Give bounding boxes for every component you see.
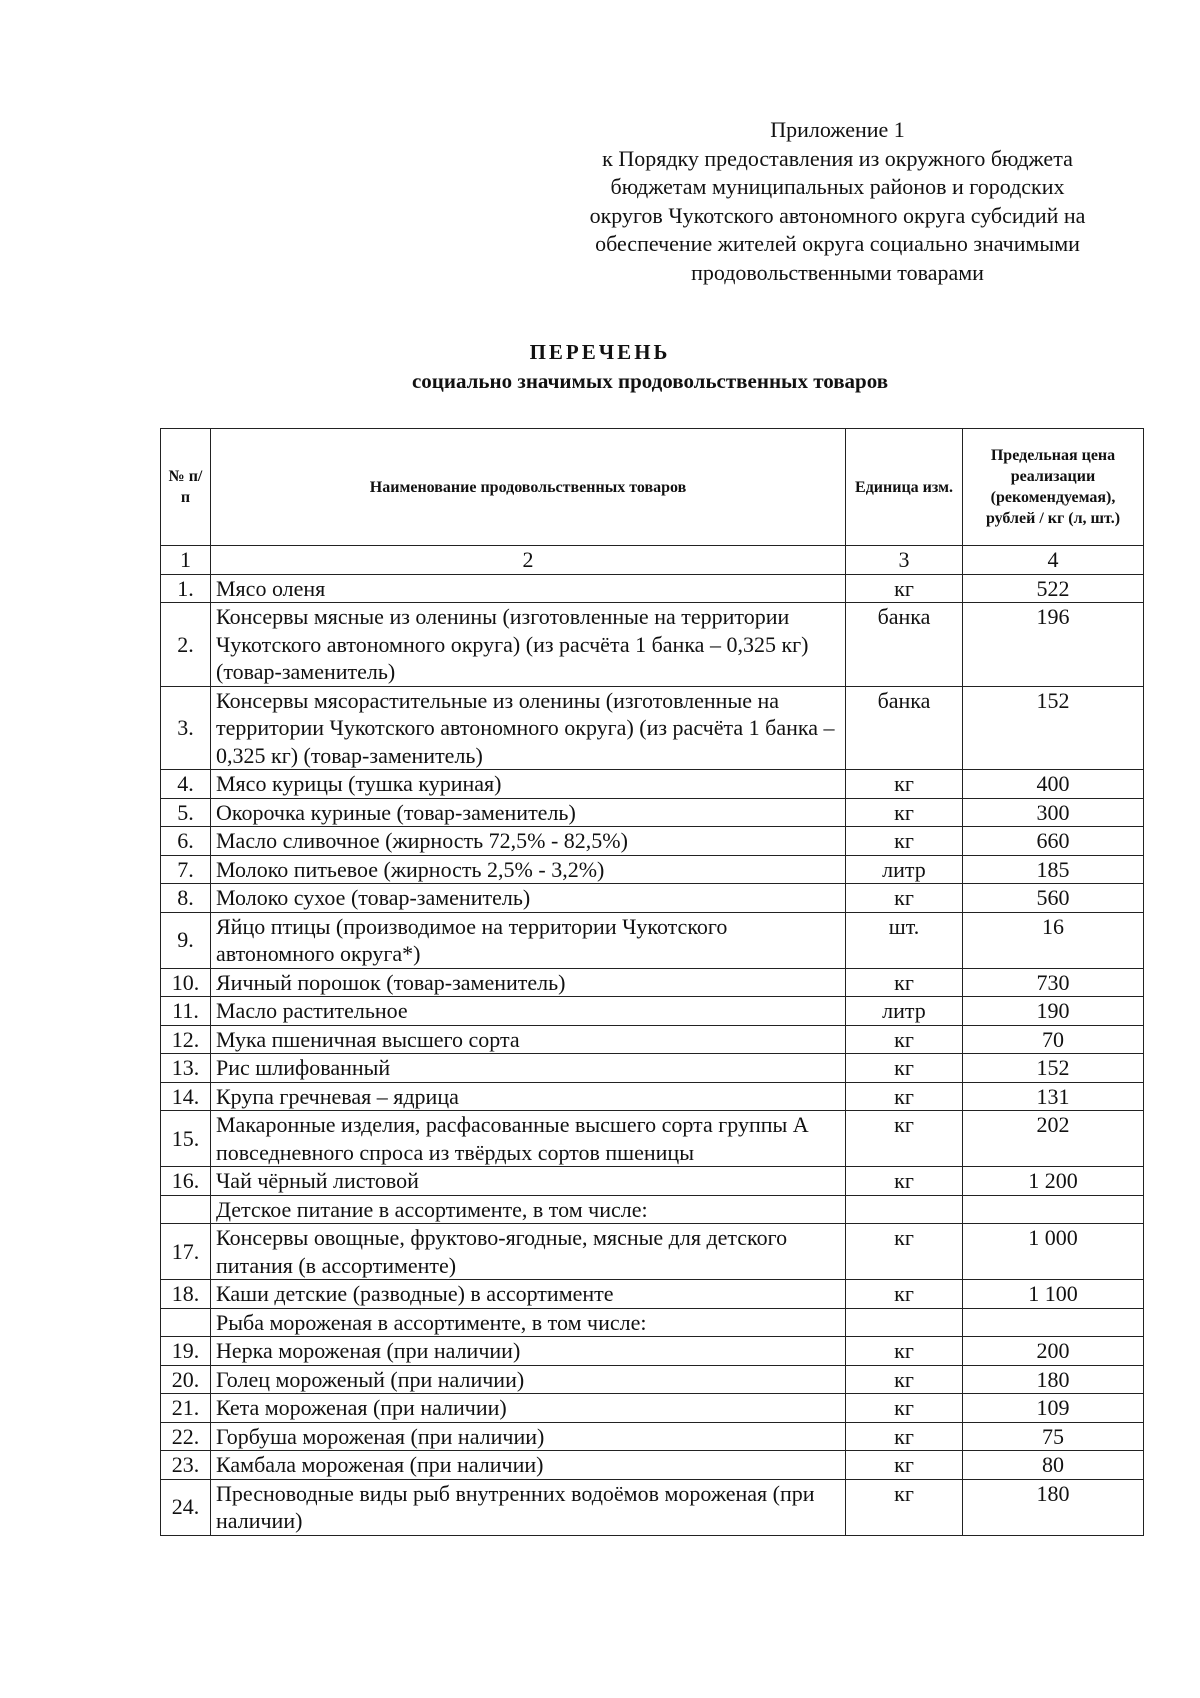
product-name: Молоко питьевое (жирность 2,5% - 3,2%) xyxy=(211,855,846,884)
row-number: 3. xyxy=(161,686,211,770)
product-name: Камбала мороженая (при наличии) xyxy=(211,1451,846,1480)
unit-of-measure: банка xyxy=(846,686,963,770)
table-row xyxy=(161,968,1144,997)
table-row xyxy=(161,574,1144,603)
product-name: Масло растительное xyxy=(211,997,846,1026)
unit-of-measure: банка xyxy=(846,603,963,687)
unit-of-measure: кг xyxy=(846,968,963,997)
product-name: Горбуша мороженая (при наличии) xyxy=(211,1422,846,1451)
table-row xyxy=(161,1082,1144,1111)
header-name: Наименование продовольственных товаров xyxy=(211,429,846,546)
max-price: 560 xyxy=(963,884,1144,913)
max-price: 190 xyxy=(963,997,1144,1026)
product-name: Яичный порошок (товар-заменитель) xyxy=(211,968,846,997)
table-row xyxy=(161,1451,1144,1480)
table-row xyxy=(161,912,1144,968)
table-row xyxy=(161,603,1144,687)
max-price: 1 100 xyxy=(963,1280,1144,1309)
max-price: 200 xyxy=(963,1337,1144,1366)
document-title: ПЕРЕЧЕНЬ xyxy=(529,340,671,364)
row-number: 8. xyxy=(161,884,211,913)
appendix-caption xyxy=(570,116,1105,287)
max-price: 131 xyxy=(963,1082,1144,1111)
appendix-line: округов Чукотского автономного округа субсидий на xyxy=(589,202,1086,228)
unit-of-measure: литр xyxy=(846,855,963,884)
max-price xyxy=(963,1308,1144,1337)
table-row xyxy=(161,798,1144,827)
product-name: Яйцо птицы (производимое на территории Чукотского автономного округа*) xyxy=(211,912,846,968)
table-row xyxy=(161,997,1144,1026)
header-num: № п/п xyxy=(161,429,211,546)
table-row xyxy=(161,686,1144,770)
max-price: 730 xyxy=(963,968,1144,997)
product-name: Рис шлифованный xyxy=(211,1054,846,1083)
max-price: 1 000 xyxy=(963,1224,1144,1280)
row-number: 13. xyxy=(161,1054,211,1083)
product-name: Консервы мясорастительные из оленины (изготовленные на территории Чукотского автономного округа) (из расчёта 1 банка – 0,325 кг) (товар-заменитель) xyxy=(211,686,846,770)
product-name: Консервы мясные из оленины (изготовленные на территории Чукотского автономного округа) (из расчёта 1 банка – 0,325 кг) (товар-заменитель) xyxy=(211,603,846,687)
max-price: 202 xyxy=(963,1111,1144,1167)
unit-of-measure: кг xyxy=(846,1224,963,1280)
index-row xyxy=(161,546,1144,575)
max-price: 152 xyxy=(963,686,1144,770)
table-row xyxy=(161,855,1144,884)
unit-of-measure: кг xyxy=(846,1451,963,1480)
row-number: 14. xyxy=(161,1082,211,1111)
row-number xyxy=(161,1308,211,1337)
row-number: 6. xyxy=(161,827,211,856)
row-number: 5. xyxy=(161,798,211,827)
max-price: 109 xyxy=(963,1394,1144,1423)
max-price: 16 xyxy=(963,912,1144,968)
index-cell: 4 xyxy=(963,546,1144,575)
header-unit: Единица изм. xyxy=(846,429,963,546)
unit-of-measure xyxy=(846,1195,963,1224)
row-number: 7. xyxy=(161,855,211,884)
table-row xyxy=(161,1280,1144,1309)
row-number: 19. xyxy=(161,1337,211,1366)
row-number: 21. xyxy=(161,1394,211,1423)
product-name: Мясо курицы (тушка куриная) xyxy=(211,770,846,799)
header-price: Предельная цена реализации (рекомендуемая), рублей / кг (л, шт.) xyxy=(963,429,1144,546)
unit-of-measure: кг xyxy=(846,1479,963,1535)
max-price: 180 xyxy=(963,1365,1144,1394)
unit-of-measure: кг xyxy=(846,1025,963,1054)
table-row xyxy=(161,1337,1144,1366)
table-row xyxy=(161,1025,1144,1054)
table-row xyxy=(161,827,1144,856)
unit-of-measure: кг xyxy=(846,1111,963,1167)
unit-of-measure: кг xyxy=(846,574,963,603)
goods-table xyxy=(160,428,1144,1536)
row-number: 22. xyxy=(161,1422,211,1451)
row-number: 10. xyxy=(161,968,211,997)
document-subtitle: социально значимых продовольственных товаров xyxy=(411,369,889,393)
unit-of-measure: кг xyxy=(846,884,963,913)
product-name: Макаронные изделия, расфасованные высшего сорта группы А повседневного спроса из твёрдых сортов пшеницы xyxy=(211,1111,846,1167)
product-name: Масло сливочное (жирность 72,5% - 82,5%) xyxy=(211,827,846,856)
row-number: 17. xyxy=(161,1224,211,1280)
table-row xyxy=(161,1111,1144,1167)
index-cell: 1 xyxy=(161,546,211,575)
table-header-row xyxy=(161,429,1144,546)
unit-of-measure: кг xyxy=(846,1167,963,1196)
product-name: Пресноводные виды рыб внутренних водоёмов мороженая (при наличии) xyxy=(211,1479,846,1535)
max-price: 196 xyxy=(963,603,1144,687)
max-price: 300 xyxy=(963,798,1144,827)
appendix-line: Приложение 1 xyxy=(770,117,905,142)
unit-of-measure: кг xyxy=(846,1082,963,1111)
unit-of-measure: кг xyxy=(846,1054,963,1083)
index-cell: 3 xyxy=(846,546,963,575)
appendix-line: обеспечение жителей округа социально значимыми xyxy=(595,231,1080,256)
unit-of-measure: кг xyxy=(846,798,963,827)
row-number: 23. xyxy=(161,1451,211,1480)
unit-of-measure: кг xyxy=(846,1280,963,1309)
row-number: 18. xyxy=(161,1280,211,1309)
row-number: 4. xyxy=(161,770,211,799)
max-price: 70 xyxy=(963,1025,1144,1054)
product-name: Каши детские (разводные) в ассортименте xyxy=(211,1280,846,1309)
product-name: Нерка мороженая (при наличии) xyxy=(211,1337,846,1366)
max-price: 400 xyxy=(963,770,1144,799)
max-price: 522 xyxy=(963,574,1144,603)
max-price xyxy=(963,1195,1144,1224)
row-number: 2. xyxy=(161,603,211,687)
product-name: Кета мороженая (при наличии) xyxy=(211,1394,846,1423)
product-name: Консервы овощные, фруктово-ягодные, мясные для детского питания (в ассортименте) xyxy=(211,1224,846,1280)
max-price: 152 xyxy=(963,1054,1144,1083)
unit-of-measure: литр xyxy=(846,997,963,1026)
row-number: 1. xyxy=(161,574,211,603)
row-number: 16. xyxy=(161,1167,211,1196)
appendix-line: к Порядку предоставления из окружного бюджета xyxy=(602,145,1073,171)
product-name: Мука пшеничная высшего сорта xyxy=(211,1025,846,1054)
unit-of-measure: кг xyxy=(846,1422,963,1451)
max-price: 660 xyxy=(963,827,1144,856)
product-name: Голец мороженый (при наличии) xyxy=(211,1365,846,1394)
row-number: 11. xyxy=(161,997,211,1026)
product-name: Крупа гречневая – ядрица xyxy=(211,1082,846,1111)
index-cell: 2 xyxy=(211,546,846,575)
product-name: Окорочка куриные (товар-заменитель) xyxy=(211,798,846,827)
max-price: 75 xyxy=(963,1422,1144,1451)
table-row xyxy=(161,1308,1144,1337)
row-number: 9. xyxy=(161,912,211,968)
unit-of-measure: кг xyxy=(846,1365,963,1394)
unit-of-measure xyxy=(846,1308,963,1337)
unit-of-measure: кг xyxy=(846,1394,963,1423)
table-row xyxy=(161,1479,1144,1535)
unit-of-measure: кг xyxy=(846,827,963,856)
unit-of-measure: кг xyxy=(846,1337,963,1366)
max-price: 180 xyxy=(963,1479,1144,1535)
table-row xyxy=(161,1224,1144,1280)
row-number: 20. xyxy=(161,1365,211,1394)
unit-of-measure: шт. xyxy=(846,912,963,968)
table-row xyxy=(161,1365,1144,1394)
unit-of-measure: кг xyxy=(846,770,963,799)
product-name: Мясо оленя xyxy=(211,574,846,603)
appendix-line: продовольственными товарами xyxy=(691,259,984,285)
row-number: 12. xyxy=(161,1025,211,1054)
max-price: 185 xyxy=(963,855,1144,884)
product-name: Чай чёрный листовой xyxy=(211,1167,846,1196)
table-row xyxy=(161,1394,1144,1423)
table-row xyxy=(161,1054,1144,1083)
table-row xyxy=(161,1422,1144,1451)
product-name: Молоко сухое (товар-заменитель) xyxy=(211,884,846,913)
appendix-line: бюджетам муниципальных районов и городских xyxy=(610,174,1065,199)
max-price: 1 200 xyxy=(963,1167,1144,1196)
row-number: 24. xyxy=(161,1479,211,1535)
table-row xyxy=(161,884,1144,913)
product-name: Рыба мороженая в ассортименте, в том числе: xyxy=(211,1308,846,1337)
product-name: Детское питание в ассортименте, в том числе: xyxy=(211,1195,846,1224)
table-row xyxy=(161,1167,1144,1196)
row-number: 15. xyxy=(161,1111,211,1167)
max-price: 80 xyxy=(963,1451,1144,1480)
table-row xyxy=(161,770,1144,799)
table-row xyxy=(161,1195,1144,1224)
row-number xyxy=(161,1195,211,1224)
